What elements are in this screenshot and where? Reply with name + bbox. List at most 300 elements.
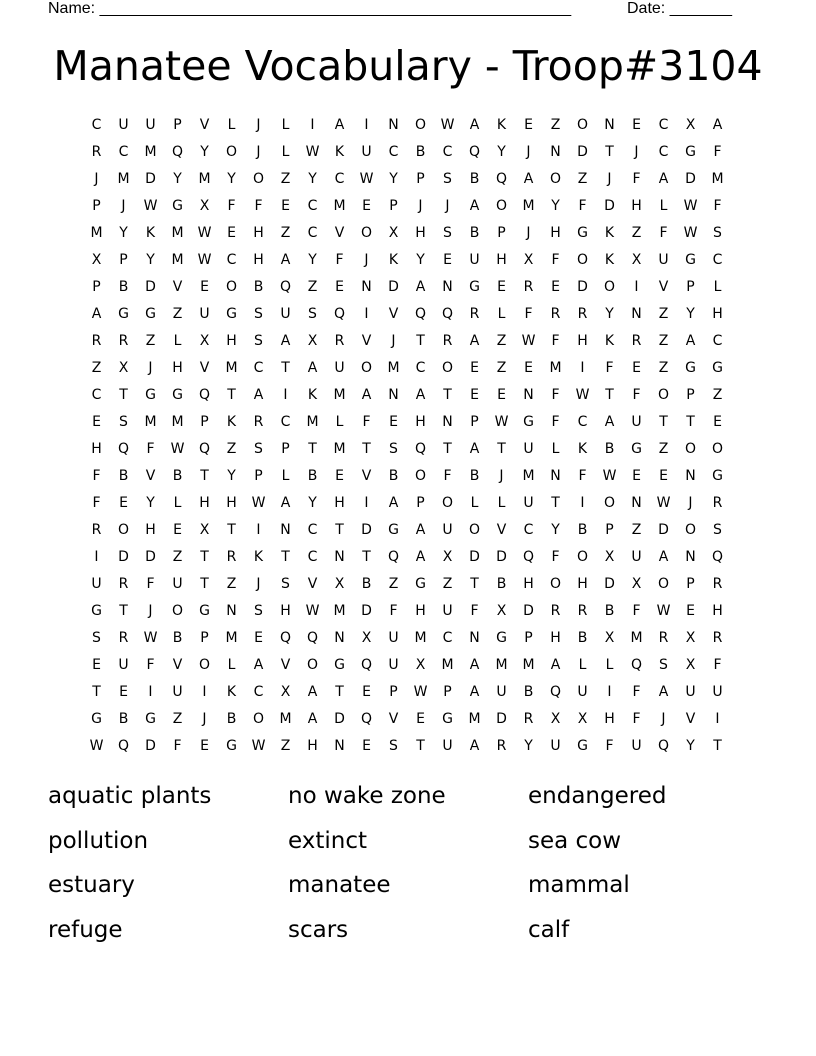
grid-letter: F (551, 252, 560, 268)
grid-letter: S (443, 171, 452, 187)
grid-letter: X (685, 117, 696, 133)
grid-letter: Z (91, 360, 102, 376)
grid-letter: F (578, 198, 587, 214)
grid-letter: D (334, 711, 345, 727)
grid-letter: E (632, 468, 641, 484)
grid-letter: X (685, 630, 696, 646)
grid-letter: C (226, 252, 237, 268)
grid-letter: G (226, 738, 237, 754)
grid-letter: E (632, 360, 641, 376)
grid-letter: F (470, 603, 479, 619)
grid-letter: F (173, 738, 182, 754)
grid-letter: D (145, 549, 156, 565)
grid-letter: N (280, 522, 291, 538)
grid-letter: D (496, 549, 507, 565)
grid-letter: H (253, 252, 264, 268)
grid-letter: F (443, 468, 452, 484)
grid-letter: S (443, 225, 452, 241)
grid-letter: R (253, 414, 264, 430)
grid-letter: Z (280, 738, 291, 754)
grid-letter: O (441, 360, 454, 376)
grid-letter: F (605, 360, 614, 376)
grid-letter: A (415, 279, 426, 295)
grid-letter: K (604, 333, 615, 349)
grid-letter: S (713, 522, 722, 538)
grid-letter: B (361, 576, 372, 592)
grid-letter: C (523, 522, 534, 538)
grid-letter: T (416, 738, 425, 754)
grid-letter: P (686, 387, 695, 403)
grid-letter: T (686, 414, 695, 430)
grid-letter: Z (145, 333, 156, 349)
grid-letter: A (361, 387, 372, 403)
grid-letter: Z (226, 441, 237, 457)
grid-letter: C (307, 225, 318, 241)
grid-letter: J (607, 171, 612, 187)
grid-letter: X (361, 630, 372, 646)
grid-letter: Y (551, 198, 560, 214)
grid-letter: U (199, 306, 210, 322)
grid-letter: J (202, 711, 207, 727)
grid-letter: H (523, 576, 534, 592)
grid-letter: W (359, 171, 374, 187)
grid-letter: Z (658, 306, 669, 322)
grid-letter: U (469, 252, 480, 268)
grid-letter: M (225, 630, 238, 646)
grid-letter: W (440, 117, 455, 133)
grid-letter: B (118, 711, 129, 727)
grid-letter: X (577, 711, 588, 727)
grid-letter: M (333, 198, 346, 214)
grid-letter: G (172, 387, 183, 403)
word-list-item: refuge (48, 916, 123, 943)
grid-letter: R (334, 333, 345, 349)
grid-letter: J (391, 333, 396, 349)
grid-letter: E (686, 603, 695, 619)
grid-letter: O (252, 171, 265, 187)
grid-letter: D (658, 522, 669, 538)
grid-letter: G (631, 441, 642, 457)
grid-letter: X (442, 549, 453, 565)
grid-letter: G (172, 198, 183, 214)
grid-letter: Q (306, 630, 319, 646)
grid-letter: B (226, 711, 237, 727)
grid-letter: E (119, 495, 128, 511)
grid-letter: G (145, 306, 156, 322)
grid-letter: R (118, 576, 129, 592)
grid-row (83, 409, 733, 436)
grid-letter: O (657, 576, 670, 592)
grid-letter: G (685, 360, 696, 376)
grid-letter: E (470, 387, 479, 403)
grid-letter: O (684, 522, 697, 538)
grid-letter: Q (198, 441, 211, 457)
grid-letter: J (634, 144, 639, 160)
grid-letter: E (362, 738, 371, 754)
grid-letter: M (468, 711, 481, 727)
grid-letter: F (632, 684, 641, 700)
grid-letter: E (254, 630, 263, 646)
grid-letter: C (280, 414, 291, 430)
grid-letter: T (200, 576, 209, 592)
grid-letter: W (494, 414, 509, 430)
grid-letter: A (307, 711, 318, 727)
grid-row (83, 436, 733, 463)
grid-letter: Z (280, 225, 291, 241)
grid-letter: L (470, 495, 479, 511)
grid-letter: U (496, 684, 507, 700)
grid-letter: G (145, 711, 156, 727)
grid-letter: M (387, 360, 400, 376)
grid-letter: C (118, 144, 129, 160)
grid-row (83, 166, 733, 193)
grid-letter: H (577, 333, 588, 349)
grid-letter: F (362, 414, 371, 430)
grid-letter: A (280, 252, 291, 268)
grid-letter: D (361, 603, 372, 619)
grid-letter: O (225, 144, 238, 160)
grid-letter: O (441, 495, 454, 511)
grid-letter: X (91, 252, 102, 268)
grid-letter: Y (416, 252, 425, 268)
grid-letter: O (252, 711, 265, 727)
grid-letter: D (604, 198, 615, 214)
grid-letter: J (661, 711, 666, 727)
grid-letter: A (523, 171, 534, 187)
grid-letter: N (388, 387, 399, 403)
grid-row (83, 355, 733, 382)
grid-row (83, 571, 733, 598)
grid-letter: F (632, 603, 641, 619)
word-list (48, 778, 768, 956)
grid-letter: Z (226, 576, 237, 592)
grid-letter: Q (495, 171, 508, 187)
grid-letter: C (253, 684, 264, 700)
grid-letter: F (713, 144, 722, 160)
grid-letter: F (632, 387, 641, 403)
grid-letter: O (414, 468, 427, 484)
grid-letter: L (605, 657, 614, 673)
grid-letter: Q (117, 441, 130, 457)
grid-letter: E (200, 279, 209, 295)
grid-letter: L (551, 441, 560, 457)
grid-letter: F (92, 468, 101, 484)
grid-letter: Q (657, 738, 670, 754)
grid-letter: X (604, 630, 615, 646)
grid-letter: Q (630, 657, 643, 673)
grid-letter: K (604, 252, 615, 268)
grid-letter: X (631, 576, 642, 592)
grid-letter: T (470, 576, 479, 592)
grid-letter: Z (496, 333, 507, 349)
grid-letter: O (549, 171, 562, 187)
grid-letter: M (333, 603, 346, 619)
grid-letter: W (683, 198, 698, 214)
grid-letter: B (604, 441, 615, 457)
grid-letter: P (686, 279, 695, 295)
word-list-item: pollution (48, 827, 149, 854)
grid-letter: G (145, 387, 156, 403)
grid-letter: G (685, 144, 696, 160)
grid-letter: I (256, 522, 261, 538)
grid-letter: C (415, 360, 426, 376)
grid-letter: M (279, 711, 292, 727)
grid-letter: F (254, 198, 263, 214)
grid-letter: Z (658, 333, 669, 349)
grid-letter: G (118, 306, 129, 322)
grid-letter: V (199, 360, 210, 376)
grid-letter: U (631, 549, 642, 565)
grid-letter: O (360, 225, 373, 241)
grid-letter: X (388, 225, 399, 241)
grid-letter: J (121, 198, 126, 214)
grid-letter: D (145, 171, 156, 187)
grid-letter: H (280, 603, 291, 619)
grid-letter: H (334, 495, 345, 511)
grid-letter: B (415, 144, 426, 160)
grid-row (83, 220, 733, 247)
grid-letter: N (442, 414, 453, 430)
grid-row (83, 301, 733, 328)
grid-letter: L (497, 306, 506, 322)
grid-letter: K (577, 441, 588, 457)
grid-letter: V (172, 657, 183, 673)
grid-letter: P (389, 198, 398, 214)
grid-letter: Y (605, 306, 614, 322)
name-field-label: Name: _____________________________________________________ (48, 0, 572, 17)
grid-letter: E (92, 657, 101, 673)
grid-letter: R (118, 333, 129, 349)
grid-letter: I (94, 549, 99, 565)
grid-letter: H (712, 603, 723, 619)
grid-letter: M (306, 414, 319, 430)
grid-letter: E (524, 360, 533, 376)
word-search-grid (83, 112, 733, 760)
grid-letter: X (280, 684, 291, 700)
grid-letter: T (416, 333, 425, 349)
grid-letter: J (688, 495, 693, 511)
grid-letter: B (253, 279, 264, 295)
grid-letter: O (198, 657, 211, 673)
grid-letter: X (118, 360, 129, 376)
grid-letter: G (712, 468, 723, 484)
grid-letter: S (254, 441, 263, 457)
grid-letter: M (441, 657, 454, 673)
grid-letter: L (713, 279, 722, 295)
grid-letter: X (685, 657, 696, 673)
grid-letter: F (578, 468, 587, 484)
grid-letter: W (170, 441, 185, 457)
grid-letter: M (495, 657, 508, 673)
grid-letter: Z (631, 225, 642, 241)
grid-letter: E (659, 468, 668, 484)
grid-letter: T (308, 441, 317, 457)
grid-letter: U (172, 684, 183, 700)
grid-letter: E (173, 522, 182, 538)
grid-letter: Z (550, 117, 561, 133)
grid-letter: V (145, 468, 156, 484)
grid-letter: R (91, 522, 102, 538)
grid-letter: T (443, 441, 452, 457)
grid-letter: O (549, 576, 562, 592)
grid-letter: M (225, 360, 238, 376)
grid-letter: A (415, 387, 426, 403)
grid-letter: V (280, 657, 291, 673)
grid-letter: G (712, 360, 723, 376)
grid-row (83, 652, 733, 679)
grid-letter: X (307, 333, 318, 349)
grid-letter: D (145, 738, 156, 754)
grid-letter: Z (496, 360, 507, 376)
grid-letter: M (198, 171, 211, 187)
grid-letter: B (388, 468, 399, 484)
grid-letter: T (335, 684, 344, 700)
grid-letter: C (577, 414, 588, 430)
grid-letter: P (416, 171, 425, 187)
grid-letter: P (686, 576, 695, 592)
grid-letter: H (415, 603, 426, 619)
grid-letter: M (171, 414, 184, 430)
grid-letter: P (200, 630, 209, 646)
grid-letter: G (91, 603, 102, 619)
grid-letter: E (362, 198, 371, 214)
word-list-item: sea cow (528, 827, 622, 854)
grid-letter: O (468, 522, 481, 538)
grid-letter: M (711, 171, 724, 187)
grid-letter: G (226, 306, 237, 322)
grid-letter: B (172, 630, 183, 646)
grid-letter: W (305, 603, 320, 619)
grid-letter: K (388, 252, 399, 268)
grid-letter: B (523, 684, 534, 700)
grid-letter: J (526, 144, 531, 160)
grid-letter: Q (468, 144, 481, 160)
grid-letter: K (253, 549, 264, 565)
grid-letter: L (173, 333, 182, 349)
grid-row (83, 382, 733, 409)
grid-letter: V (172, 279, 183, 295)
grid-letter: S (254, 333, 263, 349)
grid-letter: D (577, 279, 588, 295)
grid-letter: V (496, 522, 507, 538)
grid-letter: Y (308, 252, 317, 268)
grid-letter: K (145, 225, 156, 241)
grid-letter: A (469, 117, 480, 133)
grid-letter: W (143, 198, 158, 214)
grid-letter: N (523, 387, 534, 403)
grid-letter: W (197, 225, 212, 241)
grid-letter: E (416, 711, 425, 727)
grid-letter: S (389, 441, 398, 457)
grid-letter: V (307, 576, 318, 592)
grid-letter: D (523, 603, 534, 619)
grid-row (83, 328, 733, 355)
grid-letter: S (254, 306, 263, 322)
grid-letter: R (658, 630, 669, 646)
grid-letter: Z (172, 711, 183, 727)
grid-letter: P (119, 252, 128, 268)
grid-letter: Y (146, 495, 155, 511)
grid-letter: N (334, 738, 345, 754)
grid-letter: A (712, 117, 723, 133)
grid-letter: S (254, 603, 263, 619)
grid-letter: M (144, 144, 157, 160)
grid-letter: B (118, 468, 129, 484)
grid-letter: A (307, 684, 318, 700)
grid-letter: H (91, 441, 102, 457)
grid-letter: Z (442, 576, 453, 592)
grid-letter: G (442, 711, 453, 727)
grid-letter: V (334, 225, 345, 241)
grid-row (83, 598, 733, 625)
grid-letter: P (92, 198, 101, 214)
grid-letter: U (388, 630, 399, 646)
grid-letter: T (227, 522, 236, 538)
grid-letter: U (442, 738, 453, 754)
grid-letter: Z (712, 387, 723, 403)
grid-letter: D (388, 279, 399, 295)
grid-letter: W (251, 738, 266, 754)
grid-letter: Z (280, 171, 291, 187)
grid-letter: A (469, 738, 480, 754)
grid-letter: A (469, 333, 480, 349)
grid-letter: C (388, 144, 399, 160)
grid-letter: T (551, 495, 560, 511)
grid-letter: T (362, 441, 371, 457)
word-list-item: endangered (528, 783, 667, 809)
grid-row (83, 463, 733, 490)
grid-letter: H (145, 522, 156, 538)
grid-letter: M (522, 657, 535, 673)
grid-letter: C (658, 144, 669, 160)
grid-letter: N (550, 144, 561, 160)
grid-letter: O (495, 198, 508, 214)
grid-letter: A (280, 495, 291, 511)
grid-letter: U (523, 441, 534, 457)
grid-letter: O (603, 279, 616, 295)
grid-letter: O (711, 441, 724, 457)
grid-row (83, 490, 733, 517)
grid-letter: B (469, 468, 480, 484)
grid-letter: S (659, 657, 668, 673)
grid-letter: Y (551, 522, 560, 538)
grid-letter: J (364, 252, 369, 268)
grid-letter: G (523, 414, 534, 430)
grid-letter: O (414, 117, 427, 133)
grid-letter: A (604, 414, 615, 430)
grid-letter: P (497, 225, 506, 241)
grid-letter: F (605, 738, 614, 754)
grid-letter: Q (360, 657, 373, 673)
grid-letter: W (305, 144, 320, 160)
grid-letter: H (307, 738, 318, 754)
grid-letter: R (550, 603, 561, 619)
grid-letter: G (415, 576, 426, 592)
grid-letter: X (496, 603, 507, 619)
grid-letter: Y (119, 225, 128, 241)
grid-letter: F (713, 198, 722, 214)
grid-letter: D (685, 171, 696, 187)
grid-letter: F (389, 603, 398, 619)
grid-letter: R (577, 603, 588, 619)
grid-letter: I (310, 117, 315, 133)
grid-letter: G (334, 657, 345, 673)
grid-letter: R (442, 333, 453, 349)
grid-letter: T (605, 387, 614, 403)
grid-letter: P (470, 414, 479, 430)
grid-letter: Z (631, 522, 642, 538)
grid-letter: Q (522, 549, 535, 565)
